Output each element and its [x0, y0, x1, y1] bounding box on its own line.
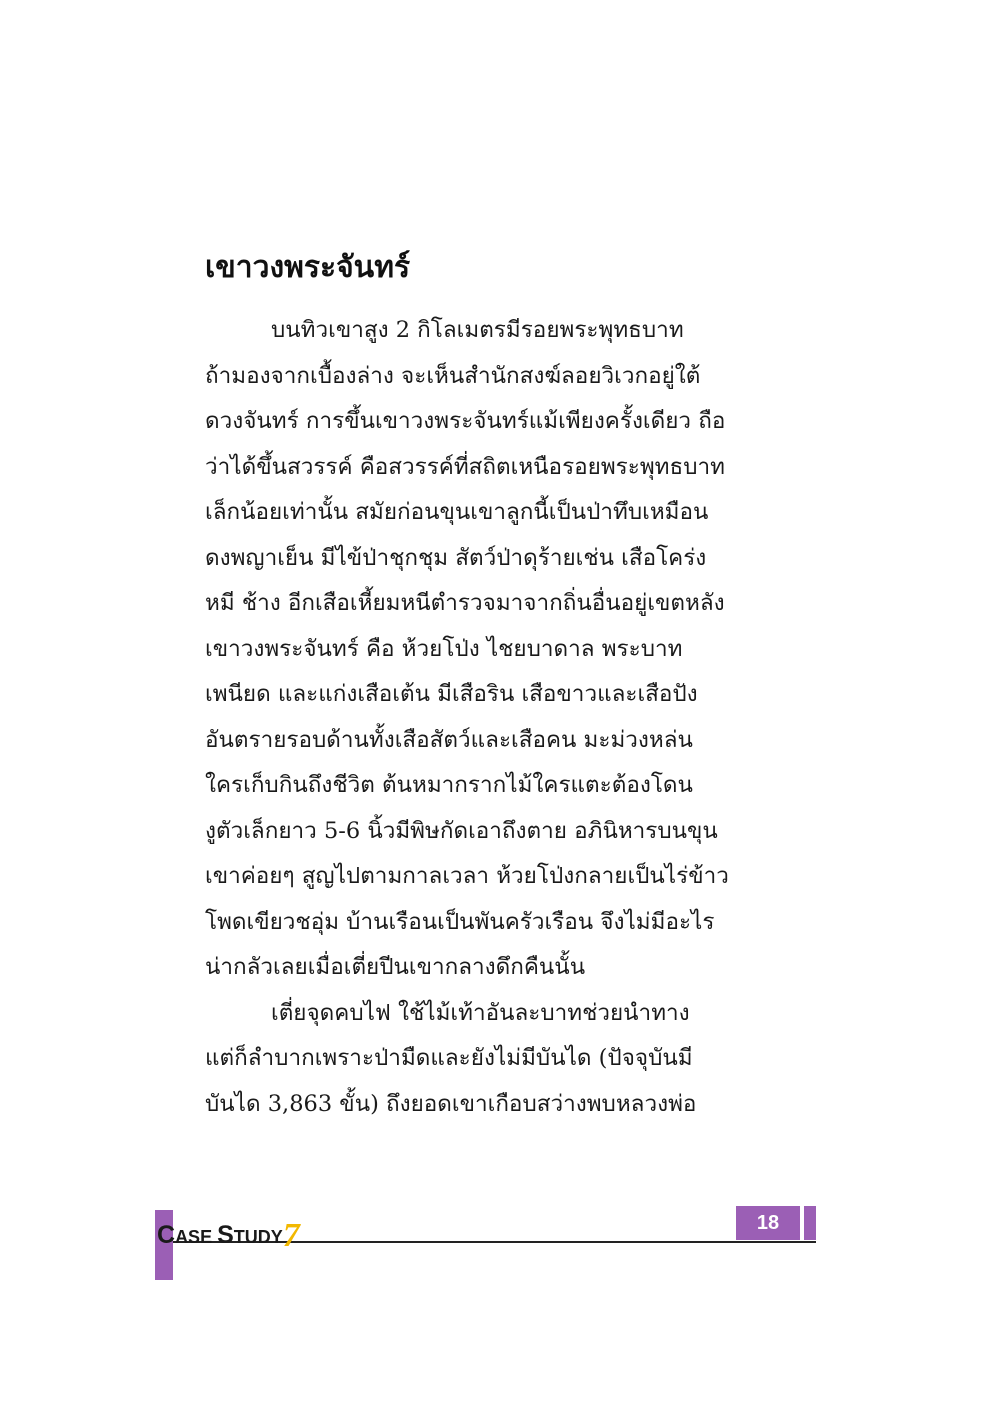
- text-line: งูตัวเล็กยาว 5-6 นิ้วมีพิษกัดเอาถึงตาย อภินิหารบนขุน: [205, 817, 718, 844]
- logo-text-tudy: TUDY: [233, 1227, 283, 1247]
- case-study-logo: [157, 1214, 300, 1252]
- text-line: ดวงจันทร์ การขึ้นเขาวงพระจันทร์แม้เพียงครั้งเดียว ถือ: [205, 408, 726, 434]
- text-line: ว่าได้ขึ้นสวรรค์ คือสวรรค์ที่สถิตเหนือรอยพระพุทธบาท: [205, 453, 725, 480]
- text-line: เขาวงพระจันทร์ คือ ห้วยโป่ง ไชยบาดาล พระบาท: [205, 635, 683, 662]
- text-line: อันตรายรอบด้านทั้งเสือสัตว์และเสือคน มะม่วงหล่น: [205, 726, 693, 753]
- logo-letter-s: S: [217, 1221, 234, 1249]
- logo-number-seven: 7: [282, 1217, 300, 1254]
- page-number: 18: [736, 1206, 800, 1240]
- text-line: แต่ก็ลำบากเพราะป่ามืดและยังไม่มีบันได (ปัจจุบันมี: [205, 1045, 693, 1071]
- text-line: เพนียด และแก่งเสือเต้น มีเสือริน เสือขาวและเสือปัง: [205, 681, 698, 707]
- text-line: เขาค่อยๆ สูญไปตามกาลเวลา ห้วยโป่งกลายเป็นไร่ข้าว: [205, 863, 729, 889]
- page-number-tab: [804, 1206, 816, 1240]
- text-line: ดงพญาเย็น มีไข้ป่าชุกชุม สัตว์ป่าดุร้ายเช่น เสือโคร่ง: [205, 544, 707, 571]
- logo-letter-c: C: [157, 1221, 176, 1249]
- text-line: ใครเก็บกินถึงชีวิต ต้นหมากรากไม้ใครแตะต้องโดน: [205, 772, 693, 798]
- text-line: หมี ช้าง อีกเสือเหี้ยมหนีตำรวจมาจากถิ่นอื่นอยู่เขตหลัง: [205, 590, 725, 616]
- paragraph-1: [205, 308, 770, 991]
- text-line: น่ากลัวเลยเมื่อเตี่ยปีนเขากลางดึกคืนนั้น: [205, 954, 586, 980]
- text-line: โพดเขียวชอุ่ม บ้านเรือนเป็นพันครัวเรือน จึงไม่มีอะไร: [205, 908, 715, 935]
- text-line: เตี่ยจุดคบไฟ ใช้ไม้เท้าอันละบาทช่วยนำทาง: [271, 999, 690, 1026]
- text-line: บันได 3,863 ขั้น) ถึงยอดเขาเกือบสว่างพบหลวงพ่อ: [205, 1090, 697, 1117]
- text-line: บนทิวเขาสูง 2 กิโลเมตรมีรอยพระพุทธบาท: [271, 317, 684, 343]
- section-heading: เขาวงพระจันทร์: [205, 250, 411, 285]
- text-line: เล็กน้อยเท่านั้น สมัยก่อนขุนเขาลูกนี้เป็นป่าทึบเหมือน: [205, 499, 709, 525]
- text-line: ถ้ามองจากเบื้องล่าง จะเห็นสำนักสงฆ์ลอยวิเวกอยู่ใต้: [205, 362, 701, 389]
- body-text: [205, 308, 770, 1127]
- logo-text-ase: ASE: [175, 1227, 218, 1247]
- paragraph-2: [205, 991, 770, 1128]
